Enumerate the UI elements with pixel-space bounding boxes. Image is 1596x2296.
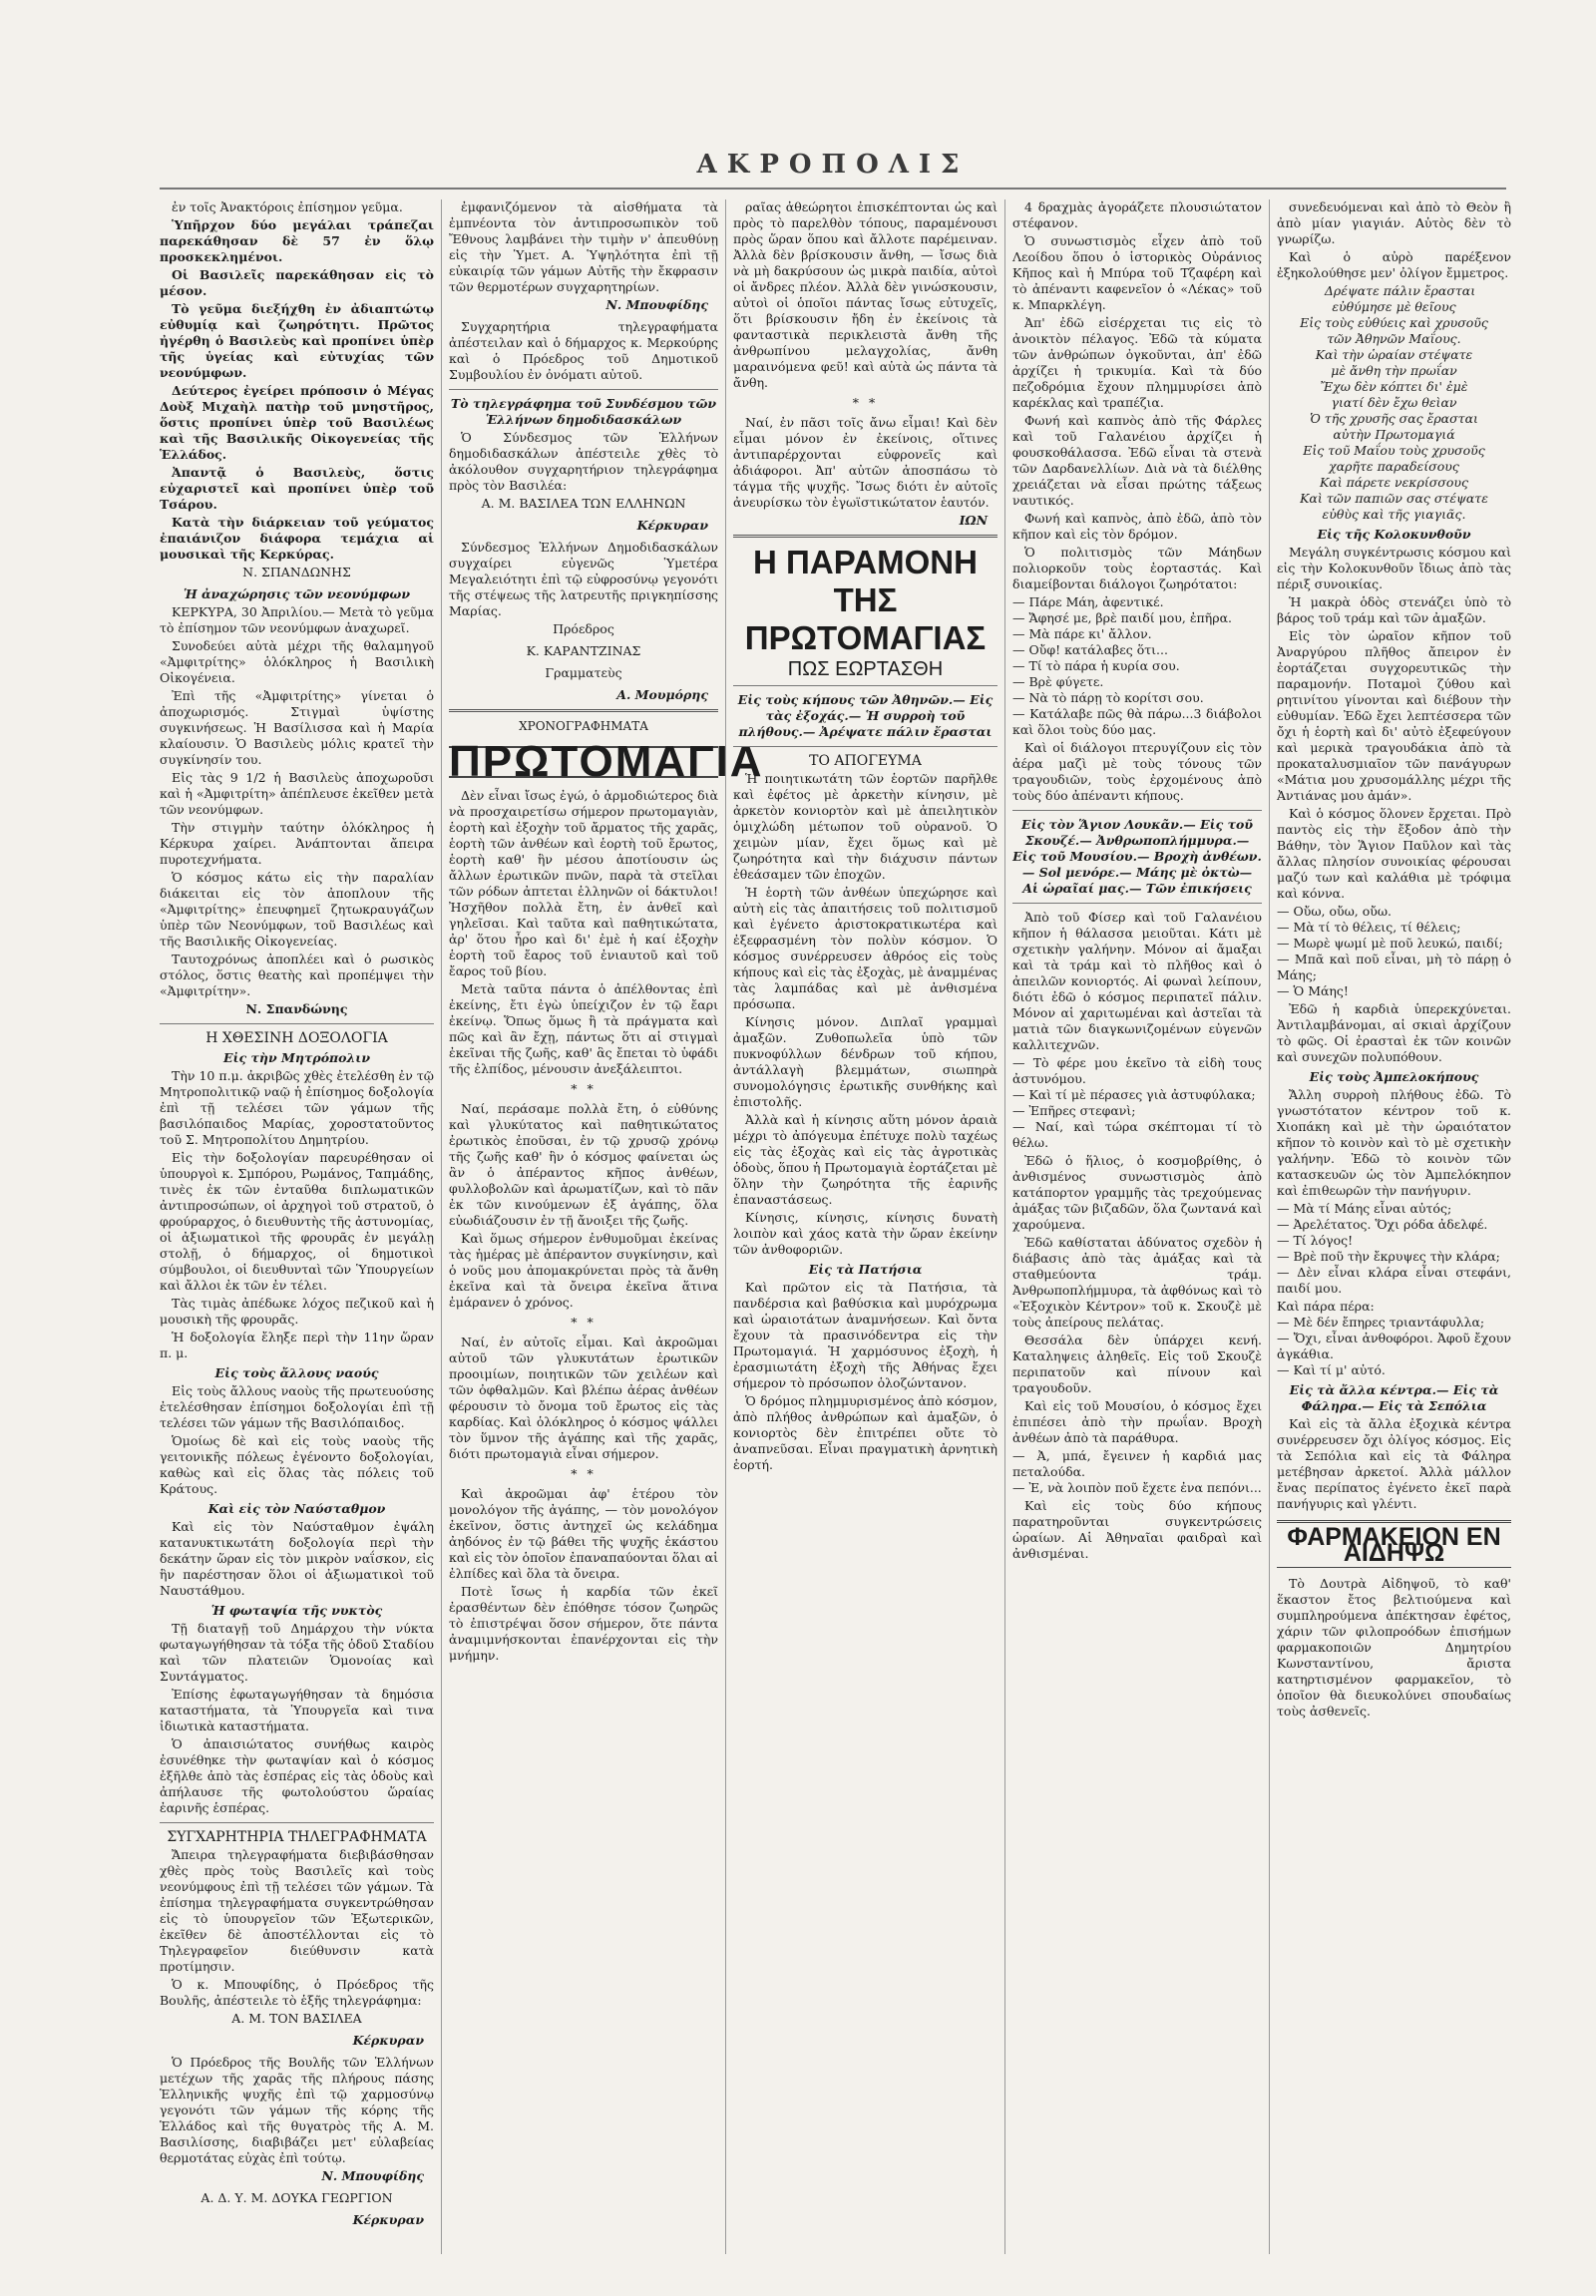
column-rule	[441, 199, 442, 2254]
paragraph: Ὁ ἀπαισιώτατος συνήθως καιρὸς ἐσυνέθηκε τὴν φωταψίαν καὶ ὁ κόσμος ἐξῆλθε ἀπὸ τὰς ἑσπέρας εἰς τὰς ὁδοὺς καὶ ἀπήλαυσε τῆς φωτολούστου ὥραίας ἐαρινῆς ἑσπέρας.	[160, 1736, 434, 1815]
paragraph: Μεγάλη συγκέντρωσις κόσμου καὶ εἰς τὴν Κολοκυνθοῦν ἴδιως ἀπὸ τὰς πέριξ συνοικίας.	[1277, 545, 1511, 591]
paragraph: Ὁ κ. Μπουφίδης, ὁ Πρόεδρος τῆς Βουλῆς, ἀπέστειλε τὸ ἑξῆς τηλεγράφημα:	[160, 1977, 434, 2008]
masthead	[160, 150, 1506, 190]
location: Κέρκυραν	[352, 2033, 424, 2048]
signature: Ν. ΣΠΑΝΔΩΝΗΣ	[242, 565, 351, 579]
column-1	[160, 199, 434, 2254]
location: Κέρκυραν	[636, 518, 708, 533]
section-heading: Ἡ ἀναχώρησις τῶν νεονύμφων	[183, 586, 411, 601]
section-subheading: Εἰς τὴν Μητρόπολιν	[222, 1050, 371, 1065]
column-rule	[725, 199, 726, 2254]
addressee: Α. Μ. ΤΟΝ ΒΑΣΙΛΕΑ	[231, 2011, 362, 2026]
paragraph: Καὶ οἱ διάλογοι πτερυγίζουν εἰς τὸν ἀέρα μαζὶ μὲ τοὺς τόνους τῶν τραγουδιῶν, τοὺς ἐρχομένους ἀπὸ τοὺς δύο ἀπέναντι κήπους.	[1012, 740, 1262, 803]
paragraph: Καὶ εἰς τὸν Ναύσταθμον ἐψάλη κατανυκτικωτάτη δοξολογία περὶ τὴν δεκάτην ὥραν εἰς τὸν μικρὸν ναΐσκον, εἰς ἣν παρέστησαν ὅλοι οἱ ἀξιωματικοὶ τοῦ Ναυστάθμου.	[160, 1519, 434, 1598]
section-heading: Εἰς τοὺς Ἀμπελοκήπους	[1309, 1069, 1479, 1084]
section-heading: Εἰς τὰ Πατήσια	[808, 1262, 923, 1277]
paragraph: συνεδευόμεναι καὶ ἀπὸ τὸ Θεὸν ἢ ἀπὸ μίαν γιαγιάν. Αὐτὸς δὲν τὸ γνωρίζω.	[1277, 199, 1511, 246]
divider	[733, 746, 998, 747]
addressee: Α. Δ. Υ. Μ. ΔΟΥΚΑ ΓΕΩΡΓΙΟΝ	[200, 2190, 393, 2205]
signature: Ν. Σπανδώνης	[245, 1001, 348, 1016]
dialogue: — Μὰ τί Μάης εἶναι αὐτός; — Ἀρελέτατος. Ὅχι ρόδα ἀδελφέ. — Τί λόγος! — Βρὲ ποῦ τὴν ἔκρυψες τὴν κλάρα; — Δὲν εἶναι κλάρα εἶναι στεφάνι, παιδί μου.	[1277, 1201, 1511, 1296]
column-rule	[1269, 199, 1270, 2254]
paragraph: Ἐπίσης ἐφωταγωγήθησαν τὰ δημόσια καταστήματα, τὰ Ὑπουργεῖα καὶ τινα ἰδιωτικὰ καταστήματα.	[160, 1687, 434, 1733]
paragraph: Συγχαρητήρια τηλεγραφήματα ἀπέστειλαν καὶ ὁ δήμαρχος κ. Μερκούρης καὶ ὁ Πρόεδρος τοῦ Δημοτικοῦ Συμβουλίου ἐν ὀνόματι αὐτοῦ.	[449, 319, 718, 382]
paragraph: Ἡ ποιητικωτάτη τῶν ἑορτῶν παρῆλθε καὶ ἐφέτος μὲ ἀρκετὴν κίνησιν, μὲ ἀρκετὸν κονιορτὸν καὶ μὲ ἀπειλητικὸν ὁμιχλώδη μέτωπον τοῦ οὐρανοῦ. Ὁ χειμὼν μίαν, ἔχει ὅμως καὶ μὲ ζωηρότητα καὶ τὴν διάχυσιν πάντων ἐθεάσαμεν τῶν ἐποχῶν.	[733, 771, 998, 882]
masthead-rule	[160, 188, 1506, 190]
column-3	[733, 199, 998, 2254]
paragraph: Κίνησις μόνον. Διπλαῖ γραμμαὶ ἀμαξῶν. Ζυθοπωλεῖα ὑπὸ τῶν πυκνοφύλλων δένδρων τοῦ κήπου, ἀντάλλαγὴ βλεμμάτων, σιωπηρὰ συνομολόγησις ἐρωτικῆς συνθήκης καὶ ἐπιστολῆς.	[733, 1014, 998, 1109]
paragraph: Ἡ ἑορτὴ τῶν ἀνθέων ὑπεχώρησε καὶ αὐτὴ εἰς τὰς ἀπαιτήσεις τοῦ πολιτισμοῦ καὶ ἐγένετο ἀριστοκρατικωτέρα καὶ ἐξεφρασμένη τὸν πολὺν κόσμον. Ὁ κόσμος συνέρρευσεν ἀθρόος εἰς τοὺς κήπους καὶ εἰς τὰς ἐξοχὰς, μὲ ἀναμμένας τὰς λαμπάδας καὶ μὲ ἀνθισμένα πρόσωπα.	[733, 885, 998, 1011]
dialogue: Καὶ πάρα πέρα: — Μὲ δέν ἔπηρες τριαντάφυλλα; — Ὄχι, εἶναι ἀνθοφόροι. Ἀφοῦ ἔχουν ἀγκάθια. — Καὶ τί μ' αὐτό.	[1277, 1299, 1511, 1377]
divider	[160, 1023, 434, 1024]
poem: Δρέψατε πάλιν ἔρασται εὐθύμησε μὲ θεῖους Εἰς τοὺς εὐθύεις καὶ χρυσοῦς τῶν Ἀθηνῶν Μαΐους. Καὶ τὴν ὡραίαν στέψατε μὲ ἄνθη τὴν πρωΐαν Ἔχω δὲν κόπτει δι' ἐμὲ γιατί δὲν ἔχω θεὶαν Ὁ τῆς χρυσῆς σας ἔρασται αὐτὴν Πρωτομαγιά Εἰς τοῦ Μαΐου τοὺς χρυσοῦς χαρῆτε παραδείσους Καὶ πάρετε νεκρίσσους Καὶ τῶν παπιῶν σας στέψατε εὐθὺς καὶ τῆς γιαγιᾶς.	[1300, 283, 1488, 522]
article-title: Η ΠΑΡΑΜΟΝΗ ΤΗΣ ΠΡΩΤΟΜΑΓΙΑΣ	[744, 544, 987, 656]
paragraph: Ναί, περάσαμε πολλὰ ἔτη, ὁ εὐθύνης καὶ γλυκύτατος καὶ παθητικώτατος ἐρωτικὸς ἐποῦσαι, ἐν τῷ χρυσῷ χρόνῳ τῆς ζωῆς καθ' ἣν ὁ κόσμος φαίνεται ὡς ἂν ὁ ἀπέραντος κῆπος ἀνθέων, φυλλοβολῶν καὶ ἀρωματίζων, καὶ τὸ πᾶν ἐκ τῶν κινούμενων ἐξ ἀγάπης, ὅλα εὐωδιάζουσιν ἐν τῇ ἄνοιξει τῆς ζωῆς.	[449, 1101, 718, 1228]
section-heading: Εἰς τοὺς κήπους τῶν Ἀθηνῶν.— Εἰς τὰς ἐξοχάς.— Ἡ συρροὴ τοῦ πλήθους.— Ἀρέψατε πάλιν ἔρασται	[737, 692, 994, 739]
section-heading: Ἡ φωταψία τῆς νυκτὸς	[210, 1603, 383, 1618]
paragraph: 4 δραχμὰς ἀγοράζετε πλουσιώτατον στέφανον.	[1012, 199, 1262, 230]
paragraph: Ὁ Σύνδεσμος τῶν Ἑλλήνων δημοδιδασκάλων ἀπέστειλε χθὲς τὸ ἀκόλουθον συγχαρητήριον τηλεγράφημα πρὸς τὸν Βασιλέα:	[449, 430, 718, 493]
signature: Ν. Μπουφίδης	[605, 297, 708, 312]
paragraph: Ἀπὸ τοῦ Φίσερ καὶ τοῦ Γαλανέιου κῆπον ἡ θάλασσα μειοῦται. Κάτι μὲ σχετικὴν γαλήνην. Μόνον αἱ ἄμαξαι καὶ τὰ τράμ καὶ τὸ πλῆθος καὶ ὁ ἀπειλῶν κονιορτός. Αἱ φωναὶ λείπουν, διότι ἐδῶ ὁ κόσμος περιπατεῖ πάλιν. Μόνον αἱ χαριτωμέναι καὶ ἀστεῖαι τὰ ματιὰ τῶν διαγκωνιζομένων εὐγενῶν καλλιτεχνῶν.	[1012, 910, 1262, 1052]
paragraph: Ὁ κόσμος κάτω εἰς τὴν παραλίαν διάκειται εἰς τὸν ἀποπλουν τῆς «Ἀμφιτρίτης» ἐπευφημεῖ ζητωκραυγάζων ὑπὲρ τῶν Νεονύμφων, τοῦ Βασιλέως καὶ τῆς Βασιλικῆς Οἰκογενείας.	[160, 870, 434, 949]
paragraph: ΚΕΡΚΥΡΑ, 30 Ἀπριλίου.— Μετὰ τὸ γεῦμα τὸ ἐπίσημον τῶν νεονύμφων ἀναχωρεῖ.	[160, 604, 434, 635]
signature: ΙΩΝ	[959, 513, 988, 528]
paragraph: Ποτὲ ἴσως ἡ καρδία τῶν ἐκεῖ ἐρασθέντων δὲν ἐπόθησε τόσον ζωηρῶς τὸ ἐπιστρέψαι ὅσον σήμερον, ὅτε πάντα ἀναμιμνήσκονται ἐπανέρχονται εἰς τὴν μνήμην.	[449, 1584, 718, 1663]
section-heading: Εἰς τὰ ἄλλα κέντρα.— Εἰς τὰ Φάληρα.— Εἰς τὰ Σεπόλια	[1289, 1382, 1499, 1413]
column-rule	[1004, 199, 1005, 2254]
masthead-title: ΑΚΡΟΠΟΛΙΣ	[696, 150, 970, 180]
paragraph: Εἰς τοὺς ἄλλους ναοὺς τῆς πρωτευούσης ἐτελέσθησαν ἐπίσημοι δοξολογίαι ἐπὶ τῇ τελέσει τῶν γάμων τῆς Βασιλόπαιδος.	[160, 1383, 434, 1430]
paragraph: Ὁ συνωστισμὸς εἶχεν ἀπὸ τοῦ Λεοίδου ὅπου ὁ ἱστορικὸς Οὐράνιος Κῆπος καὶ ἡ Μπύρα τοῦ Τζαφέρη καὶ τὸ ἀπέναντι καφενεῖον ὁ «Λέκας» τοῦ κ. Μπαρκλέγη.	[1012, 233, 1262, 312]
paragraph: Ὁ δρόμος πλημμυρισμένος ἀπὸ κόσμον, ἀπὸ πλήθος ἀνθρώπων καὶ ἀμαξῶν, ὁ κονιορτὸς δὲν ἐπιτρέπει οὔτε τὸ ἀναπνεῦσαι. Εἶναι πραγματικὴ ἀρνητικὴ ἑορτή.	[733, 1393, 998, 1472]
paragraph: Μετὰ ταῦτα πάντα ὁ ἀπέλθοντας ἐπὶ ἐκείνης, ἔτι ἐγὼ ὑπείχιζον ἐν τῷ ἔαρι ἐκείνῳ. Ὅπως ὅμως ἢ τὰ πράγματα καὶ πῶς καὶ ἂν ἔχῃ, πάντως ὅτι αἱ στιγμαὶ ἐκεῖναι τῆς ζωῆς, καθ' ἃς ἔπεται τὸ ὑφάδι τῆς ἐλπίδος, μένουσιν ἀνεξάλειπτοι.	[449, 981, 718, 1076]
paragraph: Δὲν εἶναι ἴσως ἐγώ, ὁ ἁρμοδιώτερος διὰ νὰ προσχαιρετίσω σήμερον πρωτομαγιὰν, ἑορτὴ καὶ ἐξοχὴν τοῦ ἄρματος τῆς χαρᾶς, ἑορτὴ τῶν ἀνθέων καὶ ἑορτὴ τοῦ ἔρωτος, ἑορτὴ καθ' ἣν μέσου ἀποτίουσιν ὡς ἄλλων ἐρωτικῶν πνῶν, παρὰ τὰ στεῖλαι τῶν ρόδων ἀπτεται ἑλληνῶν οἱ δάκτυλοι! Ἠσχῆθον πολλὰ ἔτη, ἐν ἀνθεῖ καὶ γηλεῖσαι. Καὶ ταῦτα καὶ παθητικώτατα, ἀρ' ὅτου ἦρο καὶ δι' ἐμὲ ἡ καί ἐξοχὴν ἑορτὴ τοῦ ἔαρος τοῦ ἐνιαυτοῦ καὶ τοῦ ἔαρος τοῦ βίου.	[449, 788, 718, 978]
paragraph: Καὶ ὁ κόσμος ὅλονεν ἔρχεται. Πρὸ παντὸς εἰς τὴν ἔξοδον ἀπὸ τὴν Βάθην, τὸν Ἅγιον Παῦλον καὶ τὰς ἄλλας πλησίον συνοικίας φέρουσαι μαζύ των καὶ καλάθια μὲ τρόφιμα καὶ κόννα.	[1277, 806, 1511, 901]
paragraph: Ὁ πολιτισμὸς τῶν Μάηδων πολιορκοῦν τοὺς ἐορταστάς. Καὶ διαμείβονται διάλογοι ζωηρότατοι:	[1012, 545, 1262, 591]
paragraph: Τὸ γεῦμα διεξήχθη ἐν ἀδιαπτώτῳ εὐθυμίᾳ καὶ ζωηρότητι. Πρῶτος ἠγέρθη ὁ Βασιλεὺς καὶ προπίνει ὑπὲρ τῆς ὑγείας καὶ εὐτυχίας τῶν νεονύμφων.	[160, 301, 434, 380]
paragraph: Συνοδεύει αὐτὰ μέχρι τῆς θαλαμηγοῦ «Ἀμφιτρίτης» ὁλόκληρος ἡ Βασιλικὴ Οἰκογένεια.	[160, 638, 434, 685]
paragraph: Ναί, ἐν πᾶσι τοῖς ἄνω εἶμαι! Καὶ δὲν εἶμαι μόνον ἐν ἐκείνοις, οἵτινες ἀντιπαρέρχονται εὐφρονεῖς καὶ ἀδιάφοροι. Ἀπ' αὐτῶν ἀποσπάσω τὸ τάγμα τῆς ψυχῆς. Ἴσως διότι ἐν αὐτοῖς ἀνευρίσκω τὸν ἐγωϊστικώτατον ἑαυτόν.	[733, 415, 998, 510]
paragraph: Ὁμοίως δὲ καὶ εἰς τοὺς ναοὺς τῆς γειτονικῆς πόλεως ἐγένοντο δοξολογίαι, καθὼς καὶ εἰς ὅλας τὰς πόλεις τοῦ Κράτους.	[160, 1433, 434, 1496]
paragraph: Ἀλλὰ καὶ ἡ κίνησις αὕτη μόνον ἀραιὰ μέχρι τὸ ἀπόγευμα ἐπέτυχε πολὺ ταχέως εἰς τὰς ἐξοχὰς καὶ εἰς τὰς ἀγροτικὰς ὁδοὺς, ὅπου ἡ Πρωτομαγιὰ ἐορτάζεται μὲ ὅλην τὴν ζωηρότητα τῆς ἐαρινῆς ἐπαναστάσεως.	[733, 1112, 998, 1207]
divider	[733, 685, 998, 686]
paragraph: Καὶ πρῶτον εἰς τὰ Πατήσια, τὰ πανδέρσια καὶ βαθύσκια καὶ μυρόχρωμα καὶ ὡραιοτάτων ἀναμνήσεων. Καὶ ὄντα ἔχουν τὰ πρασινόδεντρα εἰς τὴν Πρωτομαγιά. Ἡ χαρμόσυνος ἐξοχὴ, ἡ ἐρασμιωτάτη ἐξοχὴ τῆς Ἀθήνας ἔχει σήμερον τὸ πρόσωπον ὁλοζώντανον.	[733, 1280, 998, 1390]
divider	[449, 709, 718, 712]
separator: * *	[852, 395, 879, 410]
paragraph: Σύνδεσμος Ἑλλήνων Δημοδιδασκάλων συγχαίρει εὐγενῶς Ὑμετέρα Μεγαλειότητι ἐπὶ τῷ εὐφροσύνῳ γεγονότι τῆς στέψεως τῆς λατρευτῆς πριγκηπίσσης Μαρίας.	[449, 540, 718, 618]
paragraph: Ἡ μακρὰ ὁδὸς στενάζει ὑπὸ τὸ βάρος τοῦ τράμ καὶ τῶν ἀμαξῶν.	[1277, 594, 1511, 625]
paragraph: Τὴν 10 π.μ. ἀκριβῶς χθὲς ἐτελέσθη ἐν τῷ Μητροπολιτικῷ ναῷ ἡ ἐπίσημος δοξολογία ἐπὶ τῇ τελέσει τῶν γάμων τῆς βασιλόπαιδος Μαρίας, χοροστατοῦντος τοῦ Σ. Μητροπολίτου Δημητρίου.	[160, 1068, 434, 1147]
location: Κέρκυραν	[352, 2212, 424, 2227]
section-label: ΧΡΟΝΟΓΡΑΦΗΜΑΤΑ	[519, 719, 648, 733]
addressee: Α. Μ. ΒΑΣΙΛΕΑ ΤΩΝ ΕΛΛΗΝΩΝ	[481, 496, 686, 511]
paragraph: Ἐδῶ ὁ ἥλιος, ὁ κοσμοβρίθης, ὁ ἀνθισμένος συνωστισμὸς ἀπὸ κατάπορτον γραμμῆς τὰς τρεχούμενας ἀμάξας τῶν βιζαδῶν, ὅλα ζωντανά καὶ χαρούμενα.	[1012, 1153, 1262, 1232]
section-heading: Εἰς τὸν Ἅγιον Λουκᾶν.— Εἰς τοῦ Σκουζέ.— Ἀνθρωποπλήμμυρα.— Εἰς τοῦ Μουσίου.— Βροχὴ ἀνθέων.— Sol μενόρε.— Μάης μὲ ὀκτὼ— Αἱ ὡραῖαί μας.— Τῶν ἐπικήσεις	[1012, 817, 1262, 896]
paragraph: Καὶ εἰς τὰ ἄλλα ἐξοχικὰ κέντρα συνέρρευσεν ὄχι ὀλίγος κόσμος. Εἰς τὰ Σεπόλια καὶ εἰς τὰ Φάληρα μετέβησαν ἀρκετοί. Ἀλλὰ μάλλον ἔνας περίπατος ἐγένετο ἐκεῖ παρὰ πανήγυρις καὶ γλέντι.	[1277, 1416, 1511, 1511]
paragraph: Ἄλλη συρροὴ πλήθους ἐδῶ. Τὸ γνωστότατον κέντρον τοῦ κ. Χιοπάκη καὶ μὲ τὴν ὡραιότατον κῆπον τὸ κοινὸν καὶ τὸ μὲ σχετικὴν γαλήνην. Ἐδῶ τὸ κοινὸν τῶν κατασκευῶν ὡς τὸν Ἀμπελόκηπον καὶ ἐπιθεωρῶν τὴν πανήγυριν.	[1277, 1087, 1511, 1198]
column-4	[1012, 199, 1262, 2254]
section-heading: Καὶ εἰς τὸν Ναύσταθμον	[207, 1501, 386, 1516]
paragraph: Ἐδῶ ἡ καρδιὰ ὑπερεκχύνεται. Ἀντιλαμβάνομαι, αἱ σκιαὶ ἀρχίζουν τὸ φῶς. Οἱ ἐρασταὶ ἐκ τῶν κοινῶν καὶ συνεχῶν πολυπόθουν.	[1277, 1001, 1511, 1064]
paragraph: Οἱ Βασιλεῖς παρεκάθησαν εἰς τὸ μέσον.	[160, 267, 434, 298]
separator: * *	[571, 1315, 597, 1330]
paragraph: Κίνησις, κίνησις, κίνησις δυνατὴ λοιπὸν καὶ χάος κατὰ τὴν ὥραν ἐκείνην τῶν ἀνθοφοριῶν.	[733, 1210, 998, 1257]
paragraph: Ἐδῶ καθίσταται ἀδύνατος σχεδὸν ἡ διάβασις ἀπὸ τὰς ἀμάξας καὶ τὰ σταθμεύοντα τράμ. Ἀνθρωποπλήμμυρα, τὰ ἀφθόνως καὶ τὸ «Ἐξοχικὸν Κέντρον» τοῦ κ. Σκουζὲ μὲ τοὺς ἀπείρους πελάτας.	[1012, 1235, 1262, 1330]
section-heading: Η ΧΘΕΣΙΝΗ ΔΟΞΟΛΟΓΙΑ	[205, 1030, 388, 1046]
article-subtitle: ΠΩΣ ΕΩΡΤΑΣΘΗ	[787, 658, 944, 680]
section-heading: ΣΥΓΧΑΡΗΤΗΡΙΑ ΤΗΛΕΓΡΑΦΗΜΑΤΑ	[167, 1829, 427, 1845]
separator: * *	[571, 1081, 597, 1096]
paragraph: Θεσσάλα δὲν ὑπάρχει κενή. Καταληψεις ἀληθεῖς. Εἰς τοῦ Σκουζὲ περιπατοῦν καὶ πίνουν καὶ τραγουδοῦν.	[1012, 1333, 1262, 1395]
paragraph: Τὰς τιμὰς ἀπέδωκε λόχος πεζικοῦ καὶ ἡ μουσικὴ τῆς φρουρᾶς.	[160, 1296, 434, 1327]
section-heading: Εἰς τῆς Κολοκυνθοῦν	[1317, 527, 1471, 542]
dialogue: — Τὸ φέρε μου ἑκεῖνο τὰ εἰδὴ τους ἀστυνόμου. — Καὶ τί μὲ πέρασες γιὰ ἀστυφύλακα; — Ἐπῆρες στεφανὶ; — Ναί, καὶ τώρα σκέπτομαι τί τὸ θέλω.	[1012, 1055, 1262, 1150]
divider	[160, 1822, 434, 1823]
paragraph: Ὑπῆρχον δύο μεγάλαι τράπεζαι παρεκάθησαν δὲ 57 ἐν ὅλῳ προσκεκλημένοι.	[160, 217, 434, 264]
paragraph: Ἀπαντᾷ ὁ Βασιλεὺς, ὅστις εὐχαριστεῖ καὶ προπίνει ὑπὲρ τοῦ Τσάρου.	[160, 465, 434, 512]
paragraph: Ἀπ' ἐδῶ εἰσέρχεται τις εἰς τὸ ἀνοικτὸν πέλαγος. Ἐδῶ τὰ κύματα τῶν ἀνθρώπων ὀγκοῦνται, ἀπ' ἐδῶ ἀρχίζει ἡ τρικυμία. Καὶ τὰ δύο πεζοδρόμια ἔχουν πλημμυρίσει ἀπὸ καρέκλας καὶ τραπέζια.	[1012, 315, 1262, 410]
paragraph: Ναί, ἐν αὐτοῖς εἶμαι. Καὶ ἀκροῶμαι αὐτοῦ τῶν γλυκυτάτων ἐρωτικῶν προοιμίων, ποιητικῶν τῶν χειλέων καὶ τῶν ὀφθαλμῶν. Καὶ βλέπω ἀέρας ἀνθέων φέρουσιν τὸ ὄνομα τοῦ ἔρωτος εἰς τὰς καρδίας. Καὶ ὁλόκληρος ὁ κόσμος ψάλλει τὸν ὕμνον τῆς ἀγάπης καὶ τῆς χαρᾶς, διότι πρωτομαγιὰ εἶναι σήμερον.	[449, 1335, 718, 1461]
paragraph: Φωνή καὶ καπνὸς ἀπὸ τῆς Φάρλες καὶ τοῦ Γαλανέιου ἀρχίζει ἡ φουσκοθάλασσα. Ἐδῶ εἶναι τὰ στενὰ τῶν Δαρδανελλίων. Διὰ νὰ τὰ διέλθης χρειάζεται νὰ εἶσαι πρώτης τάξεως ναυτικός.	[1012, 413, 1262, 508]
section-heading: ΤΟ ΑΠΟΓΕΥΜΑ	[809, 753, 922, 769]
paragraph: Καὶ εἰς τοῦ Μουσίου, ὁ κόσμος ἔχει ἐπιπέσει ἀπὸ τὴν πρωΐαν. Βροχὴ ἀνθέων ἀπὸ τὰ παράθυρα.	[1012, 1398, 1262, 1445]
paragraph: Δεύτερος ἐγείρει πρόποσιν ὁ Μέγας Δοὺξ Μιχαὴλ πατὴρ τοῦ μνηστῆρος, ὅστις προπίνει ὑπὲρ τοῦ Βασιλέως καὶ τῆς Βασιλικῆς Οἰκογενείας τῆς Ἑλλάδος.	[160, 383, 434, 462]
paragraph: Ὁ Πρόεδρος τῆς Βουλῆς τῶν Ἑλλήνων μετέχων τῆς χαρᾶς τῆς πλήρους πάσης Ἑλληνικῆς ψυχῆς ἐπὶ τῷ χαρμοσύνῳ γεγονότι τῶν γάμων τῆς κόρης τῆς Ἑλλάδος καὶ τῆς θυγατρὸς τῆς Α. Μ. Βασιλίσσης, διαβιβάζει μετ' εὐλαβείας θερμοτάτας εὐχὰς ἐπὶ τούτῳ.	[160, 2055, 434, 2165]
column-5	[1277, 199, 1511, 2254]
paragraph: Εἰς τὸν ὡραῖον κῆπον τοῦ Ἀναργύρου πλῆθος ἄπειρον ἐν ἐορτάζεται συγχορευτικῶς τὴν παραμονήν. Ποταμοὶ ζύθου καὶ ρητινίτου γίνονται καὶ διέβουν τὴν εὐθυμίαν. Ἐδῶ ἔχει λεπτέσσερα τῶν ὄχι ἡ ἑορτὴ καὶ δι' αὐτὸ ἐξεφεύγουν καὶ μερικὰ τραγουδάκια ἀπὸ τὰ προκαταλυσμιαῖον τῶν πανάγυρων «Μάτια μου χρυσομάλλης μέχρι τῆς Ἀντιάνας μου ἀμάν».	[1277, 628, 1511, 803]
column-2	[449, 199, 764, 2254]
divider	[733, 535, 998, 538]
paragraph: Ταυτοχρόνως ἀποπλέει καὶ ὁ ρωσικὸς στόλος, ὅστις θεατὴς καὶ προπέμψει τὴν «Ἀμφιτρίτην».	[160, 952, 434, 998]
paragraph: ραῖας ἀθεώρητοι ἐπισκέπτονται ὡς καὶ πρὸς τὸ παρελθὸν τόπους, παραμένουσι πρὸς ὥραν ὅπου καὶ ἄλλοτε παρέμειναν. Ἀλλὰ δὲν βρίσκουσιν ἄνθη, — ἴσως διὰ νὰ μὴ δακρύσουν ὡς μικρὰ παιδία, αὐτοὶ οἱ ἄνδρες πλέον. Ἀλλὰ δὲν γινώσκουσιν, αὐτοὶ οἱ ὁποῖοι πάντας ἴσως εὐτυχεῖς, ὅτι βρίσκουσιν ἤδη ἐν ἐκείνοις τὰ φανταστικὰ περικλειστὰ ἄνθη τῆς ἀνθρωπίνου μελαγχολίας, ἄνθη μαραινόμενα φεῦ! καὶ αὐτὰ ὡς πάντα τὰ ἄνθη.	[733, 199, 998, 390]
paragraph: Τῇ διαταγῇ τοῦ Δημάρχου τὴν νύκτα φωταγωγήθησαν τὰ τόξα τῆς ὁδοῦ Σταδίου καὶ τῶν πλατειῶν Ὁμονοίας καὶ Συντάγματος.	[160, 1621, 434, 1684]
paragraph: ἐν τοῖς Ἀνακτόροις ἐπίσημον γεῦμα.	[172, 199, 403, 214]
paragraph: Τὴν στιγμὴν ταύτην ὁλόκληρος ἡ Κέρκυρα χαίρει. Ἀνάπτονται ἄπειρα πυροτεχνήματα.	[160, 820, 434, 867]
advertisement-title: ΦΑΡΜΑΚΕΙΟΝ ΕΝ ΑΙΔΗΨΩ	[1277, 1520, 1511, 1568]
paragraph: Ἡ δοξολογία ἔληξε περὶ τὴν 11ην ὥραν π. μ.	[160, 1330, 434, 1360]
dialogue: — Οὔω, οὔω, οὔω. — Μὰ τί τὸ θέλεις, τί θέλεις; — Μωρὲ ψωμί μὲ ποῦ λευκώ, παιδί; — Μπᾶ καὶ ποῦ εἶναι, μὴ τὸ πάρῃ ὁ Μάης; — Ὁ Μάης!	[1277, 904, 1511, 998]
section-heading: Εἰς τοὺς ἄλλους ναούς	[214, 1365, 379, 1380]
advertisement-text: Τὸ Δουτρὰ Αἰδηψοῦ, τὸ καθ' ἕκαστον ἔτος βελτιούμενα καὶ συμπληρούμενα ἀπέκτησαν ἐφέτος, χάριν τῶν φιλοπροόδων ἐπισήμων φαρμακοποιῶν Δημητρίου Κωνσταντίνου, ἄριστα κατηρτισμένον φαρμακεῖον, τὸ ὁποῖον θὰ διευκολύνει σπουδαίως τοὺς ἀσθενεῖς.	[1277, 1576, 1511, 1719]
paragraph: Καὶ ὁ αὐρὸ παρέξενον ἐξηκολούθησε μεν' ὀλίγον ἔμμετρος.	[1277, 249, 1511, 280]
signatory-name: Κ. ΚΑΡΑΝΤΖΙΝΑΣ	[526, 643, 641, 658]
signature: Ν. Μπουφίδης	[321, 2168, 424, 2183]
divider	[1012, 903, 1262, 904]
paragraph: Εἰς τὰς 9 1/2 ἡ Βασιλεὺς ἀποχωροῦσι καὶ ἡ «Ἀμφιτρίτη» ἀπέπλευσε ἐκεῖθεν μετὰ τῶν νεονύμφων.	[160, 770, 434, 817]
paragraph: Ἐπὶ τῆς «Ἀμφιτρίτης» γίνεται ὁ ἀποχωρισμός. Στιγμαὶ ὑψίστης συγκινήσεως. Ἡ Βασίλισσα καὶ ἡ Μαρία κλαίουσιν. Ὁ Βασιλεὺς μόλις κρατεῖ τὴν συγκίνησίν του.	[160, 688, 434, 767]
section-heading: Τὸ τηλεγράφημα τοῦ Συνδέσμου τῶν Ἑλλήνων δημοδιδασκάλων	[450, 396, 717, 427]
paragraph: Εἰς τὴν δοξολογίαν παρευρέθησαν οἱ ὑπουργοὶ κ. Σμπόρου, Ρωμάνος, Ταπμάδης, τινὲς ἐκ τῶν ἐνταῦθα διπλωματικῶν ἀντιπροσώπων, οἱ ἀρχηγοὶ τοῦ στρατοῦ, ὁ φρούραρχος, ὁ διευθυντὴς τῆς ἀστυνομίας, οἱ ἀξιωματικοὶ τῆς φρουρᾶς ἐν μεγάλῃ στολῇ, ὁ δήμαρχος, οἱ δημοτικοὶ σύμβουλοι, οἱ διευθυνταὶ τῶν Ὑπουργείων καὶ ἄλλοι ἐκ τῶν ἐν τέλει.	[160, 1150, 434, 1293]
dialogue: — Πάρε Μάη, ἀφεντικέ. — Ἄφησέ με, βρὲ παιδί μου, ἐπῆρα. — Μὰ πάρε κι' ἄλλον. — Οὔφ! κατάλαβες ὅτι... — Τί τὸ πάρα ἡ κυρία σου. — Βρὲ φύγετε. — Νὰ τὸ πάρῃ τὸ κορίτσι σου. — Κατάλαβε πῶς θὰ πάρω...3 διάβολοι καὶ ὅλοι τοὺς δύο μας.	[1012, 594, 1262, 737]
signatory-title: Πρόεδρος	[553, 621, 614, 636]
separator: * *	[571, 1466, 597, 1481]
paragraph: Καὶ ὅμως σήμερον ἐνθυμοῦμαι ἐκείνας τὰς ἡμέρας μὲ ἀπέραντον συγκίνησιν, καὶ ὁ νοῦς μου ἀπομακρύνεται πρὸς τὰ ἄνθη ἐκεῖνα καὶ τὰ ὄνειρα ἐκεῖνα ἅτινα ἐμάρανεν ὁ χρόνος.	[449, 1231, 718, 1310]
divider	[1012, 810, 1262, 811]
divider	[449, 389, 718, 390]
paragraph: Κατὰ τὴν διάρκειαν τοῦ γεύματος ἐπαιάνιζον διάφορα τεμάχια αἱ μουσικαὶ τῆς Κερκύρας.	[160, 515, 434, 562]
paragraph: Φωνή καὶ καπνὸς, ἀπὸ ἐδῶ, ἀπὸ τὸν κῆπον καὶ εἰς τὸν δρόμον.	[1012, 511, 1262, 542]
paragraph: Καὶ ἀκροῶμαι ἀφ' ἑτέρου τὸν μονολόγον τῆς ἀγάπης, — τὸν μονολόγον ἐκεῖνον, ὅστις ἀντηχεῖ ὡς κελάδημα ἀηδόνος ἐν τῷ βάθει τῆς ψυχῆς ἑκάστου καὶ εἰς τὸν ὁποῖον ἐπαναπαύονται ὅλαι αἱ ἐλπίδες καὶ ὅλα τὰ ὄνειρα.	[449, 1486, 718, 1581]
signatory-name: Α. Μουμόρης	[616, 687, 708, 702]
article-title: ΠΡΩΤΟΜΑΓΙΑ	[449, 737, 764, 786]
dialogue: — Ἀ, μπά, ἔγεινεν ἡ καρδιά μας πεταλούδα. — Ἐ, νὰ λοιπὸν ποῦ ἔχετε ἐνα πεπόνι...	[1012, 1448, 1262, 1495]
signatory-title: Γραμματεὺς	[545, 665, 622, 680]
paragraph: ἐμφανιζόμενον τὰ αἰσθήματα τὰ ἐμπνέοντα τὸν ἀντιπροσωπικὸν τοῦ Ἔθνους λαμβάνει τὴν τιμὴν ν' ἀπευθύνῃ εἰς τὴν Ὑμετ. Α. Ὑψηλότητα ἐπὶ τῇ εὐκαιρίᾳ τῶν γάμων Αὐτῆς τὴν ἔκφρασιν τῶν θερμοτέρων συγχαρητηρίων.	[449, 199, 718, 294]
paragraph: Καὶ εἰς τοὺς δύο κήπους παρατηροῦνται συγκεντρώσεις ὡραίων. Αἱ Ἀθηναῖαι φαιδραὶ καὶ ἀνθισμέναι.	[1012, 1498, 1262, 1561]
paragraph: Ἄπειρα τηλεγραφήματα διεβιβάσθησαν χθὲς πρὸς τοὺς Βασιλεῖς καὶ τοὺς νεονύμφους ἐπὶ τῇ τελέσει τῶν γάμων. Τὰ ἐπίσημα τηλεγραφήματα συγκεντρώθησαν εἰς τὸ ὑπουργεῖον τῶν Ἐξωτερικῶν, ἐκεῖθεν δὲ ἀποστέλλονται εἰς τὸ Τηλεγραφεῖον διεύθυνσιν κατὰ προτίμησιν.	[160, 1847, 434, 1974]
